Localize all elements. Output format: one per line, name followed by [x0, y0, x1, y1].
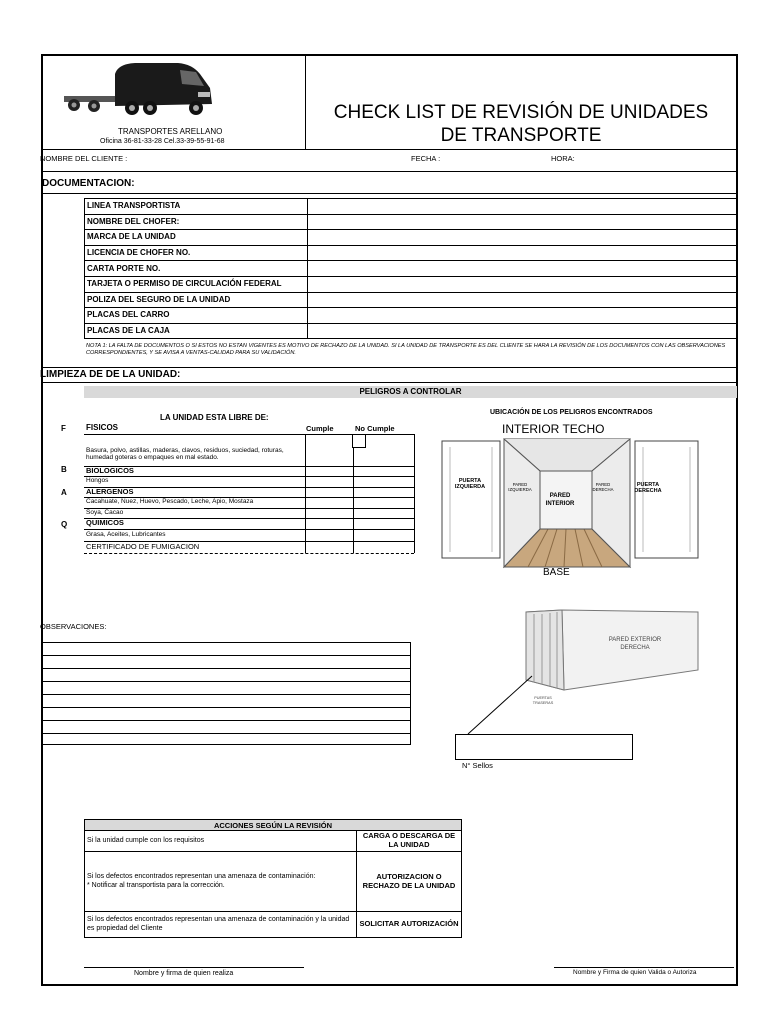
table-row — [85, 245, 737, 261]
documentation-title: DOCUMENTACION: — [42, 178, 135, 189]
interior-techo-label: INTERIOR TECHO — [502, 422, 605, 436]
peligros-title: PELIGROS A CONTROLAR — [359, 387, 462, 396]
hazard-line — [84, 553, 414, 554]
company-name: TRANSPORTES ARELLANO — [118, 127, 223, 136]
cleaning-title: LIMPIEZA DE DE LA UNIDAD: — [40, 369, 181, 380]
table-row — [85, 292, 737, 308]
cumple-col-right — [414, 434, 415, 553]
truck-logo-icon — [60, 60, 220, 122]
documentation-note: NOTA 1: LA FALTA DE DOCUMENTOS O SI ESTOS NO ESTAN VIGENTES ES MOTIVO DE RECHAZO DE LA UNIDAD. SI LA UNIDAD DE TRANSPORTE ES DEL CLIENTE SE HARA LA REVISIÓN DE LOS DOCUMENTOS CON LAS OBSERVACIONES CORRESPONDIENTES, Y SE AVISA A VENTAS-CALIDAD PARA SU VALIDACIÓN. — [86, 343, 726, 356]
hazard-line — [84, 518, 414, 519]
table-row — [85, 230, 737, 246]
sellos-label: N° Sellos — [462, 761, 493, 770]
fumigacion-label: CERTIFICADO DE FUMIGACION — [86, 542, 200, 551]
time-label: HORA: — [551, 154, 575, 163]
hazard-line — [84, 508, 414, 509]
observaciones-box[interactable] — [42, 642, 411, 745]
table-row — [85, 199, 737, 215]
cumple-col-left — [305, 434, 306, 553]
doc-row-value[interactable] — [308, 292, 737, 308]
table-row — [85, 261, 737, 277]
alergenos-list-1: Cacahuate, Nuez, Huevo, Pescado, Leche, Apio, Mostaza — [86, 498, 254, 505]
cleaning-top-line — [42, 367, 737, 368]
hongos-label: Hongos — [86, 477, 109, 484]
doc-row-label: NOMBRE DEL CHOFER: — [85, 214, 308, 230]
doc-row-value[interactable] — [308, 276, 737, 292]
table-row — [85, 831, 462, 852]
doc-row-label: MARCA DE LA UNIDAD — [85, 230, 308, 246]
client-name-label: NOMBRE DEL CLIENTE : — [40, 154, 128, 163]
cumple-col-mid — [353, 434, 354, 553]
puerta-derecha-label: PUERTA DERECHA — [634, 482, 662, 495]
doc-row-label: PLACAS DE LA CAJA — [85, 323, 308, 339]
doc-row-label: PLACAS DEL CARRO — [85, 308, 308, 324]
hazard-line — [84, 476, 414, 477]
alergenos-list-2: Soya, Cacao — [86, 509, 124, 516]
signature-line-left[interactable] — [84, 967, 304, 968]
table-row — [85, 912, 462, 938]
documentation-title-line — [42, 193, 737, 194]
pared-exterior-label: PARED EXTERIOR DERECHA — [608, 637, 662, 651]
header-bottom-line — [42, 149, 737, 150]
quimicos-label: QUIMICOS — [86, 518, 124, 527]
doc-row-value[interactable] — [308, 245, 737, 261]
signature-line-right[interactable] — [554, 967, 734, 968]
acciones-table — [84, 819, 462, 938]
hazard-line — [84, 529, 414, 530]
observaciones-label: OBSERVACIONES: — [40, 622, 107, 631]
doc-row-value[interactable] — [308, 199, 737, 215]
ubicacion-title: UBICACIÓN DE LOS PELIGROS ENCONTRADOS — [490, 409, 653, 416]
container-exterior-icon — [520, 608, 702, 698]
doc-row-value[interactable] — [308, 261, 737, 277]
accion-condition: Si la unidad cumple con los requisitos — [85, 831, 357, 852]
pared-izquierda-label: PARED IZQUIERDA — [508, 482, 532, 493]
letter-a: A — [61, 488, 67, 497]
puertas-traseras-label: PUERTAS TRASERAS — [532, 696, 554, 705]
documentation-table — [84, 198, 737, 339]
doc-row-value[interactable] — [308, 230, 737, 246]
sellos-input[interactable] — [455, 734, 633, 760]
table-row — [85, 323, 737, 339]
free-of-label: LA UNIDAD ESTA LIBRE DE: — [160, 413, 269, 422]
page-title: CHECK LIST DE REVISIÓN DE UNIDADES — [333, 102, 709, 123]
doc-row-label: LINEA TRANSPORTISTA — [85, 199, 308, 215]
no-cumple-checkbox[interactable] — [352, 434, 366, 448]
doc-row-label: TARJETA O PERMISO DE CIRCULACIÓN FEDERAL — [85, 276, 308, 292]
table-row — [85, 852, 462, 912]
accion-result: SOLICITAR AUTORIZACIÓN — [357, 912, 462, 938]
pared-interior-label: PARED INTERIOR — [545, 493, 575, 507]
signature-right-label: Nombre y Firma de quien Valida o Autoriza — [573, 969, 697, 976]
doc-row-value[interactable] — [308, 308, 737, 324]
doc-row-value[interactable] — [308, 214, 737, 230]
fisicos-label: FISICOS — [86, 423, 119, 432]
quimicos-list: Grasa, Aceites, Lubricantes — [86, 531, 166, 538]
doc-row-label: POLIZA DEL SEGURO DE LA UNIDAD — [85, 292, 308, 308]
acciones-title: ACCIONES SEGÚN LA REVISIÓN — [85, 820, 462, 831]
table-row — [85, 308, 737, 324]
accion-result: CARGA O DESCARGA DE LA UNIDAD — [357, 831, 462, 852]
cleaning-title-line — [42, 382, 737, 383]
company-contact: Oficina 36-81-33-28 Cel.33-39-55-91-68 — [100, 138, 225, 145]
no-cumple-header: No Cumple — [355, 424, 395, 433]
table-row — [85, 276, 737, 292]
pointer-arrow-icon — [466, 674, 536, 736]
puerta-izquierda-label: PUERTA IZQUIERDA — [454, 478, 486, 491]
page-title-line2: DE TRANSPORTE — [440, 125, 602, 146]
cumple-header: Cumple — [306, 424, 334, 433]
doc-row-label: CARTA PORTE NO. — [85, 261, 308, 277]
letter-q: Q — [61, 520, 68, 529]
alergenos-label: ALERGENOS — [86, 487, 134, 496]
table-row — [85, 214, 737, 230]
signature-left-label: Nombre y firma de quien realiza — [134, 970, 234, 977]
accion-condition: Si los defectos encontrados representan una amenaza de contaminación: * Notificar al transportista para la corrección. — [85, 852, 357, 912]
letter-b: B — [61, 465, 67, 474]
fisicos-desc: Basura, polvo, astillas, maderas, clavos, residuos, suciedad, roturas, humedad goteras o empaques en mal estado. — [86, 447, 284, 462]
accion-result: AUTORIZACION O RECHAZO DE LA UNIDAD — [357, 852, 462, 912]
biologicos-label: BIOLOGICOS — [86, 466, 134, 475]
letter-f: F — [61, 424, 66, 433]
client-row-line — [42, 171, 737, 172]
pared-derecha-label: PARED DERECHA — [592, 482, 614, 493]
base-label: BASE — [543, 567, 570, 578]
doc-row-value[interactable] — [308, 323, 737, 339]
doc-row-label: LICENCIA DE CHOFER NO. — [85, 245, 308, 261]
date-label: FECHA : — [411, 154, 441, 163]
accion-condition: Si los defectos encontrados representan una amenaza de contaminación y la unidad es propiedad del Cliente — [85, 912, 357, 938]
